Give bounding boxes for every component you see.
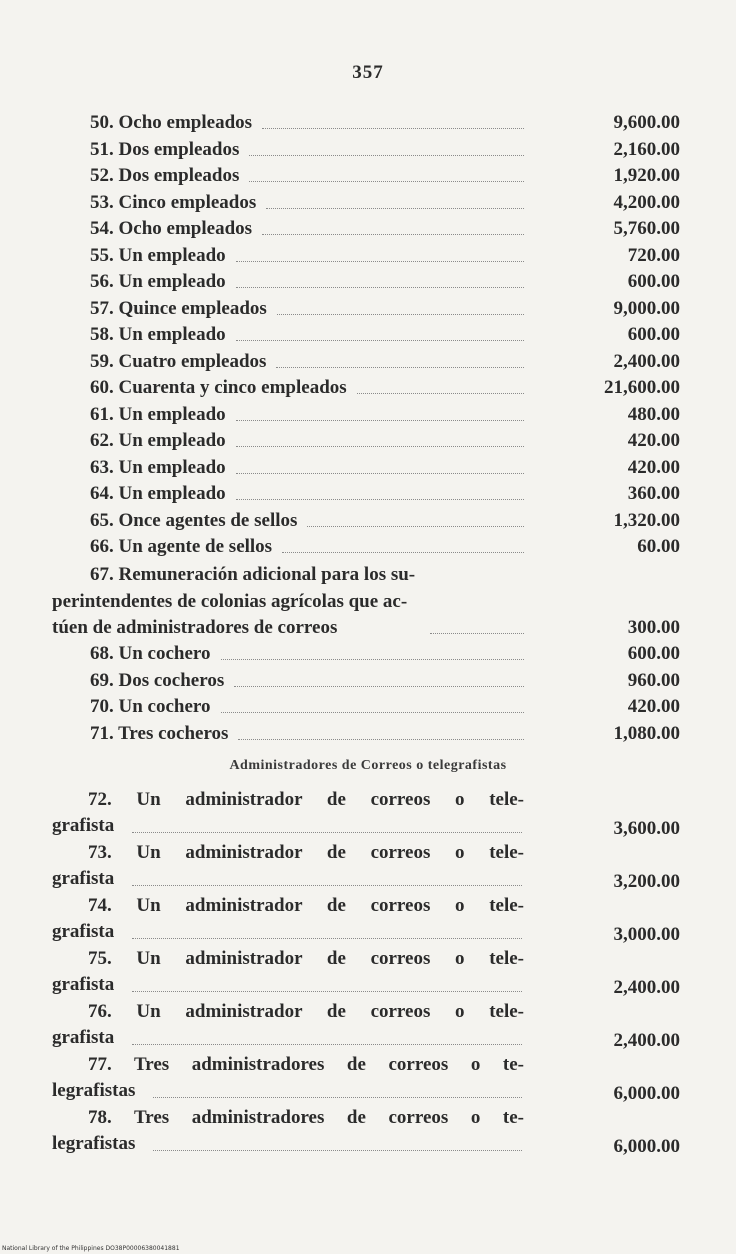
item-line1: 72. Un administrador de correos o tele- [88,789,524,810]
item-label: 58. Un empleado [90,324,226,345]
table-row [0,110,736,136]
dot-leader [262,128,524,129]
item-label: 53. Cinco empleados [90,191,257,213]
item-amount: 1,920.00 [613,165,680,186]
item-line1: 76. Un administrador de correos o tele- [88,1001,524,1022]
table-row [0,137,736,163]
item-amount: 9,600.00 [613,112,680,133]
item-label: 55. Un empleado [90,244,226,266]
item-label: 51. Dos empleados [90,138,240,160]
dot-leader [236,446,524,447]
table-row [0,455,736,481]
item-line2: grafista [52,974,115,995]
item-label: 71. Tres cocheros [90,722,229,744]
item-amount: 6,000.00 [613,1083,680,1104]
item-amount: 5,760.00 [613,218,680,239]
item-label: 63. Un empleado [90,456,226,478]
dot-leader [132,1044,522,1045]
item-line1: 75. Un administrador de correos o tele- [88,948,524,969]
item-amount: 60.00 [637,536,680,557]
item-line1: 77. Tres administradores de correos o te- [88,1054,524,1075]
item-67-line1: 67. Remuneración adicional para los su- [90,564,416,585]
dot-leader [153,1150,522,1151]
table-row [0,402,736,428]
item-amount: 21,600.00 [604,377,680,398]
item-line1: 74. Un administrador de correos o tele- [88,895,524,916]
item-line2: legrafistas [52,1080,136,1101]
item-label: 65. Once agentes de sellos [90,509,298,531]
item-line2: grafista [52,815,115,836]
item-amount: 600.00 [627,324,680,345]
dot-leader [236,287,524,288]
item-amount: 3,600.00 [613,818,680,839]
item-label: 62. Un empleado [90,430,226,451]
item-line2: grafista [52,868,115,889]
item-amount: 600.00 [627,643,680,664]
item-67-leader [430,633,524,634]
dot-leader [262,234,524,235]
table-row [0,641,736,667]
dot-leader [132,991,522,992]
table-row [0,534,736,560]
table-row [0,190,736,216]
item-line2: grafista [52,921,115,942]
dot-leader [249,155,524,156]
item-line2: grafista [52,1027,115,1048]
table-row [0,508,736,534]
item-amount: 2,400.00 [613,1030,680,1051]
dot-leader [132,938,522,939]
dot-leader [221,659,525,660]
dot-leader [236,340,524,341]
table-row [0,163,736,189]
item-label: 56. Un empleado [90,271,226,292]
dot-leader [276,367,524,368]
dot-leader [236,420,524,421]
item-amount: 420.00 [627,696,680,717]
item-amount: 360.00 [627,483,680,504]
item-amount: 420.00 [627,430,680,451]
item-amount: 3,200.00 [613,871,680,892]
dot-leader [238,739,524,740]
footer-credit: National Library of the Philippines DO38P00006380041881 [2,1245,180,1252]
dot-leader [282,552,524,553]
table-row [0,216,736,242]
item-line2: legrafistas [52,1133,136,1154]
item-label: 60. Cuarenta y cinco empleados [90,377,347,398]
item-label: 54. Ocho empleados [90,218,253,239]
dot-leader [277,314,524,315]
page-number: 357 [352,62,384,83]
table-row [0,349,736,375]
item-amount: 3,000.00 [613,924,680,945]
section-heading: Administradores de Correos o telegrafistas [229,758,507,773]
item-label: 64. Un empleado [90,483,226,504]
table-row [0,721,736,747]
item-amount: 960.00 [627,669,680,691]
item-amount: 2,160.00 [613,138,680,160]
item-amount: 720.00 [627,244,680,266]
table-row [0,322,736,348]
item-label: 70. Un cochero [90,696,211,717]
item-label: 57. Quince empleados [90,297,267,319]
item-label: 61. Un empleado [90,403,226,425]
item-67-line3: túen de administradores de correos [52,617,338,638]
item-amount: 2,400.00 [613,977,680,998]
item-label: 66. Un agente de sellos [90,536,273,557]
dot-leader [236,499,524,500]
table-row [0,375,736,401]
item-label: 50. Ocho empleados [90,112,253,133]
item-label: 69. Dos cocheros [90,669,225,691]
item-amount: 1,320.00 [613,509,680,531]
table-row [0,668,736,694]
dot-leader [234,686,524,687]
dot-leader [266,208,524,209]
dot-leader [236,261,524,262]
table-row [0,481,736,507]
item-label: 68. Un cochero [90,643,211,664]
table-row [0,269,736,295]
item-amount: 1,080.00 [613,722,680,744]
dot-leader [249,181,524,182]
item-label: 52. Dos empleados [90,165,240,186]
table-row [0,243,736,269]
item-amount: 2,400.00 [613,350,680,372]
item-amount: 600.00 [627,271,680,292]
table-row [0,694,736,720]
item-67-amount: 300.00 [627,617,680,638]
dot-leader [132,885,522,886]
item-amount: 6,000.00 [613,1136,680,1157]
dot-leader [236,473,524,474]
item-amount: 480.00 [627,403,680,425]
dot-leader [132,832,522,833]
table-row [0,296,736,322]
item-label: 59. Cuatro empleados [90,350,267,372]
dot-leader [153,1097,522,1098]
item-amount: 420.00 [627,456,680,478]
item-line1: 78. Tres administradores de correos o te- [88,1107,524,1128]
dot-leader [357,393,524,394]
item-67-line2: perintendentes de colonias agrícolas que ac- [52,591,408,612]
item-amount: 9,000.00 [613,297,680,319]
item-amount: 4,200.00 [613,191,680,213]
dot-leader [221,712,525,713]
dot-leader [307,526,524,527]
table-row [0,428,736,454]
item-line1: 73. Un administrador de correos o tele- [88,842,524,863]
